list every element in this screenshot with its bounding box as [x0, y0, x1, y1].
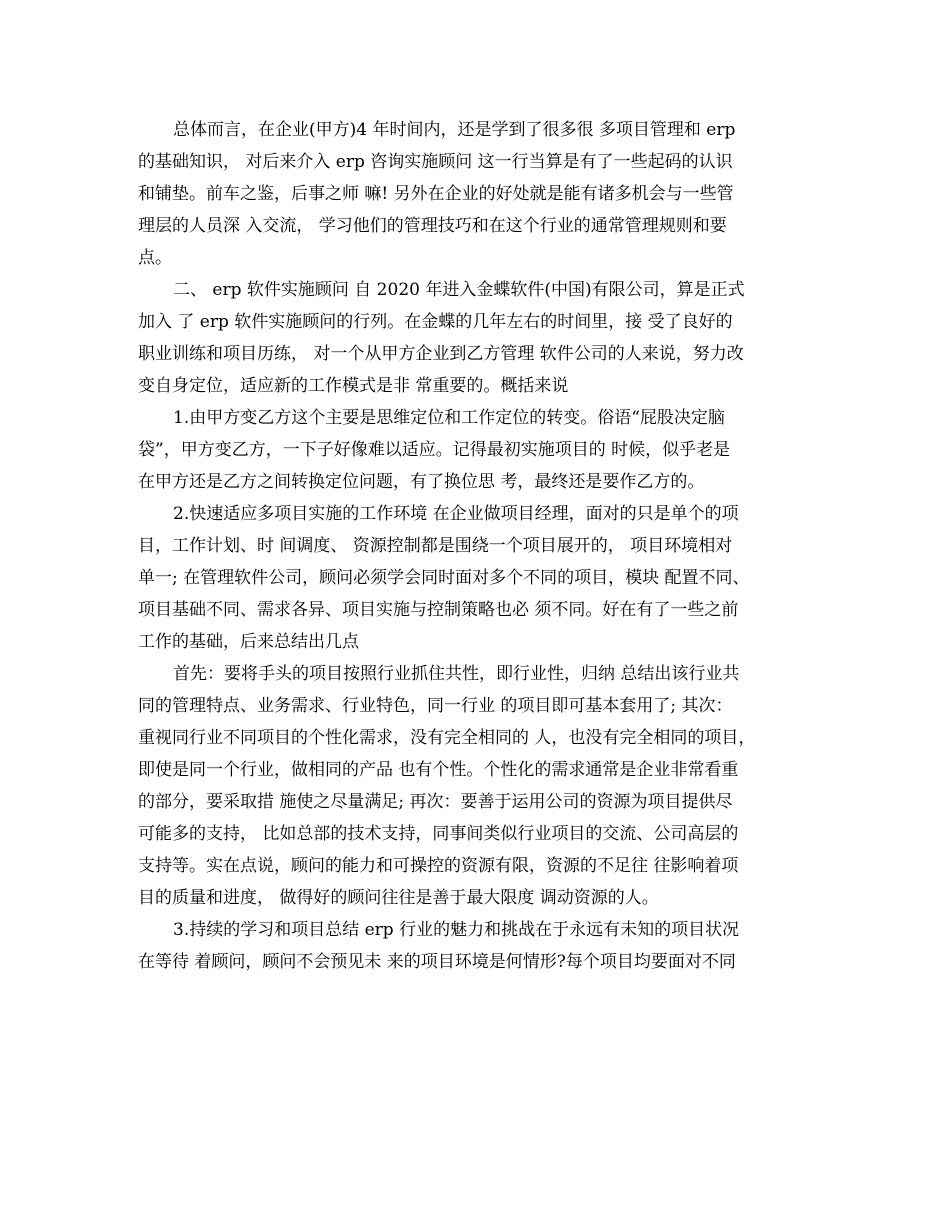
- text-line: 理层的人员深 入交流， 学习他们的管理技巧和在这个行业的通常管理规则和要: [138, 216, 727, 236]
- text-line: 工作的基础，后来总结出几点: [138, 632, 359, 652]
- text-line: 点。: [138, 248, 172, 268]
- text-line: 支持等。实在点说，顾问的能力和可操控的资源有限，资源的不足往 往影响着项: [138, 856, 739, 876]
- text-line: 单一; 在管理软件公司，顾问必须学会同时面对多个不同的项目，模块 配置不同、: [138, 568, 750, 588]
- text-line: 在等待 着顾问，顾问不会预见未 来的项目环境是何情形?每个项目均要面对不同: [138, 952, 736, 972]
- text-line: 袋”，甲方变乙方，一下子好像难以适应。记得最初实施项目的 时候，似乎老是: [138, 440, 731, 460]
- text-line: 目，工作计划、时 间调度、 资源控制都是围绕一个项目展开的， 项目环境相对: [138, 536, 733, 556]
- text-line: 二、 erp 软件实施顾问 自 2020 年进入金蝶软件(中国)有限公司，算是正式: [173, 280, 745, 300]
- text-line: 3.持续的学习和项目总结 erp 行业的魅力和挑战在于永远有未知的项目状况: [173, 920, 740, 940]
- text-line: 的部分，要采取措 施使之尽量满足; 再次：要善于运用公司的资源为项目提供尽: [138, 792, 733, 812]
- text-line: 可能多的支持， 比如总部的技术支持，同事间类似行业项目的交流、公司高层的: [138, 824, 739, 844]
- text-line: 的基础知识， 对后来介入 erp 咨询实施顾问 这一行当算是有了一些起码的认识: [138, 152, 733, 172]
- text-line: 总体而言，在企业(甲方)4 年时间内，还是学到了很多很 多项目管理和 erp: [173, 120, 736, 140]
- text-line: 加入 了 erp 软件实施顾问的行列。在金蝶的几年左右的时间里，接 受了良好的: [138, 312, 733, 332]
- text-line: 重视同行业不同项目的个性化需求，没有完全相同的 人，也没有完全相同的项目，: [138, 728, 756, 748]
- text-line: 首先：要将手头的项目按照行业抓住共性，即行业性，归纳 总结出该行业共: [173, 664, 740, 684]
- text-line: 同的管理特点、业务需求、行业特色，同一行业 的项目即可基本套用了; 其次：: [138, 696, 733, 716]
- document-body: [138, 114, 828, 978]
- text-line: 即使是同一个行业，做相同的产品 也有个性。个性化的需求通常是企业非常看重: [138, 760, 739, 780]
- text-line: 在甲方还是乙方之间转换定位问题，有了换位思 考，最终还是要作乙方的。: [138, 472, 705, 492]
- text-line: 变自身定位，适应新的工作模式是非 常重要的。概括来说: [138, 376, 569, 396]
- text-line: 2.快速适应多项目实施的工作环境 在企业做项目经理，面对的只是单个的项: [173, 504, 739, 524]
- text-line: 1.由甲方变乙方这个主要是思维定位和工作定位的转变。俗语“屁股决定脑: [173, 408, 725, 428]
- text-line: 项目基础不同、需求各异、项目实施与控制策略也必 须不同。好在有了一些之前: [138, 600, 739, 620]
- text-line: 目的质量和进度， 做得好的顾问往往是善于最大限度 调动资源的人。: [138, 888, 659, 908]
- text-line: 和铺垫。前车之鉴，后事之师 嘛! 另外在企业的好处就是能有诸多机会与一些管: [138, 184, 734, 204]
- text-line: 职业训练和项目历练， 对一个从甲方企业到乙方管理 软件公司的人来说，努力改: [138, 344, 744, 364]
